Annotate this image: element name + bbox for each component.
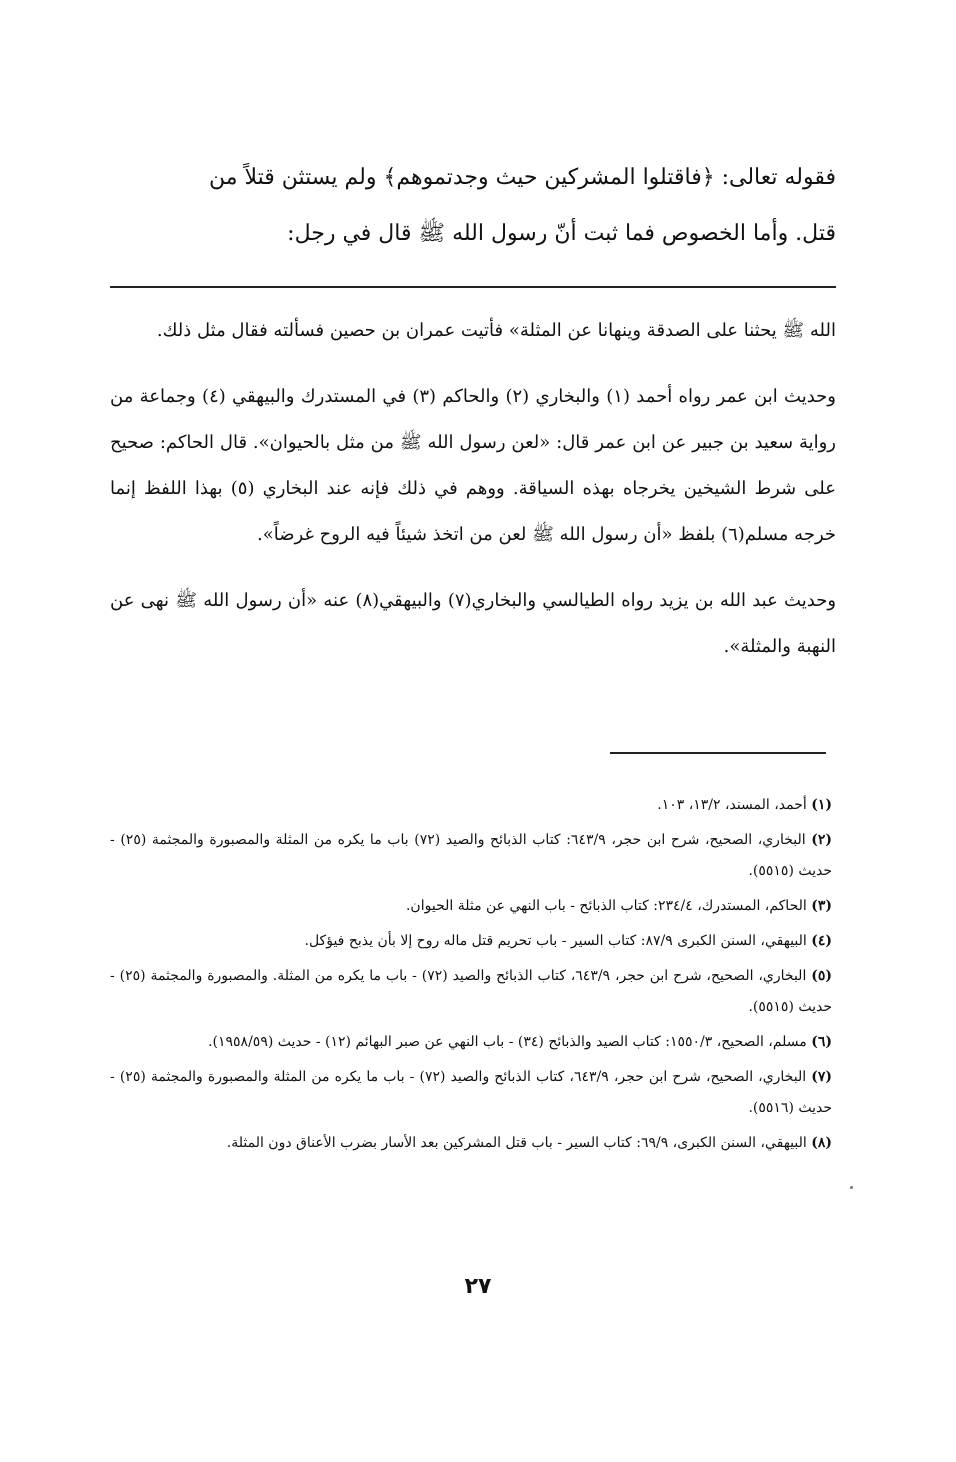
footnote-number: (١) bbox=[811, 797, 832, 813]
footnote-number: (٤) bbox=[811, 933, 832, 949]
footnote-separator bbox=[610, 752, 826, 754]
commentary-text bbox=[110, 308, 836, 690]
body-paragraph-2: وحديث ابن عمر رواه أحمد (١) والبخاري (٢) والحاكم (٣) في المستدرك والبيهقي (٤) وجماعة من رواية سعيد بن جبير عن ابن عمر قال: «لعن رسول الله ﷺ من مثل بالحيوان». قال الحاكم: صحيح على شرط الشيخين يخرجاه بهذه السياقة. ووهم في ذلك فإنه عند البخاري (٥) بهذا اللفظ إنما خرجه مسلم(٦) بلفظ «أن رسول الله ﷺ لعن من اتخذ شيئاً فيه الروح غرضاً». bbox=[110, 386, 836, 545]
footnote-number: (٨) bbox=[811, 1135, 832, 1151]
footnote-number: (٧) bbox=[811, 1069, 832, 1085]
continuation-paragraph bbox=[110, 150, 836, 262]
paragraph-line-1: فقوله تعالى: ﴿فاقتلوا المشركين حيث وجدتموهم﴾ ولم يستثن قتلاً من bbox=[208, 165, 836, 190]
footnote-text: البيهقي، السنن الكبرى ٨٧/٩: كتاب السير - باب تحريم قتل ماله روح إلا بأن يذبح فيؤكل. bbox=[304, 933, 807, 949]
footnote-text: البخاري، الصحيح، شرح ابن حجر، ٦٤٣/٩، كتاب الذبائح والصيد (٧٢) - باب ما يكره من المثلة والمصبورة والمجثمة (٢٥) - حديث (٥٥١٦). bbox=[110, 1069, 832, 1116]
footnote-7 bbox=[110, 1062, 836, 1124]
scan-speck bbox=[850, 1186, 853, 1189]
footnote-8 bbox=[110, 1128, 836, 1159]
footnote-text: البخاري، الصحيح، شرح ابن حجر، ٦٤٣/٩: كتاب الذبائح والصيد (٧٢) باب ما يكره من المثلة والمصبورة والمجثمة (٢٥) - حديث (٥٥١٥). bbox=[110, 832, 832, 879]
footnote-6 bbox=[110, 1027, 836, 1058]
footnote-text: الحاكم، المستدرك، ٢٣٤/٤: كتاب الذبائح - باب النهي عن مثلة الحيوان. bbox=[405, 898, 807, 914]
paragraph-line-2: قتل. وأما الخصوص فما ثبت أنّ رسول الله ﷺ قال في رجل: bbox=[287, 221, 836, 246]
footnotes-section bbox=[110, 790, 836, 1163]
footnote-number: (٣) bbox=[811, 898, 832, 914]
footnote-2 bbox=[110, 825, 836, 887]
footnote-number: (٥) bbox=[811, 968, 832, 984]
footnote-text: البخاري، الصحيح، شرح ابن حجر، ٦٤٣/٩، كتاب الذبائح والصيد (٧٢) - باب ما يكره من المثلة. والمصبورة والمجثمة (٢٥) - حديث (٥٥١٥). bbox=[110, 968, 832, 1015]
footnote-number: (٢) bbox=[811, 832, 833, 848]
full-width-separator bbox=[110, 286, 836, 288]
page-number: ٢٧ bbox=[464, 1274, 492, 1299]
footnote-4 bbox=[110, 926, 836, 957]
footnote-text: مسلم، الصحيح، ١٥٥٠/٣: كتاب الصيد والذبائح (٣٤) - باب النهي عن صبر البهائم (١٢) - حديث (١٩٥٨/٥٩). bbox=[208, 1034, 807, 1050]
footnote-text: البيهقي، السنن الكبرى، ٦٩/٩: كتاب السير - باب قتل المشركين بعد الأسار بضرب الأعناق دون المثلة. bbox=[226, 1135, 807, 1151]
footnote-3 bbox=[110, 891, 836, 922]
footnote-5 bbox=[110, 961, 836, 1023]
body-paragraph-3: وحديث عبد الله بن يزيد رواه الطيالسي والبخاري(٧) والبيهقي(٨) عنه «أن رسول الله ﷺ نهى عن النهبة والمثلة». bbox=[110, 590, 837, 657]
footnote-1 bbox=[110, 790, 836, 821]
body-paragraph-1: الله ﷺ يحثنا على الصدقة وينهانا عن المثلة» فأتيت عمران بن حصين فسألته فقال مثل ذلك. bbox=[156, 320, 836, 341]
footnote-text: أحمد، المسند، ١٣/٢، ١٠٣. bbox=[657, 797, 807, 813]
footnote-number: (٦) bbox=[811, 1034, 832, 1050]
